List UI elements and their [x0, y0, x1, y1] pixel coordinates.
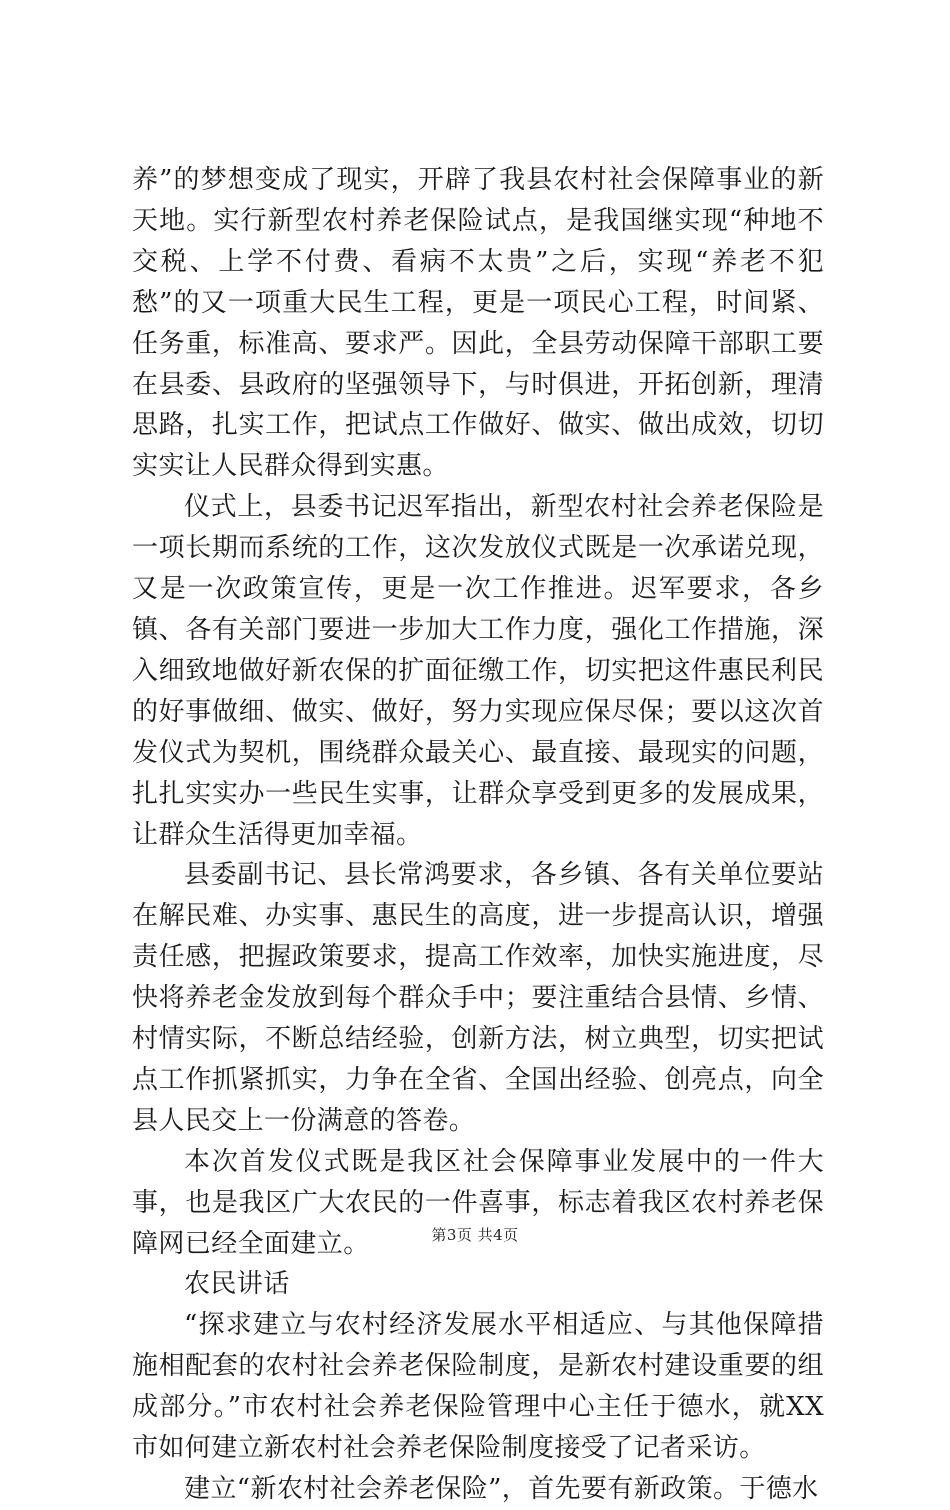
paragraph: 仪式上，县委书记迟军指出，新型农村社会养老保险是一项长期而系统的工作，这次发放仪式既是一次承诺兑现，又是一次政策宣传，更是一次工作推进。迟军要求，各乡镇、各有关部门要进一步加大工作力度，强化工作措施，深入细致地做好新农保的扩面征缴工作，切实把这件惠民利民的好事做细、做实、做好，努力实现应保尽保；要以这次首发仪式为契机，围绕群众最关心、最直接、最现实的问题，扎扎实实办一些民生实事，让群众享受到更多的发展成果，让群众生活得更加幸福。	[132, 492, 824, 850]
section-heading: 农民讲话	[184, 1269, 290, 1300]
paragraph: 县委副书记、县长常鸿要求，各乡镇、各有关单位要站在解民难、办实事、惠民生的高度，进一步提高认识，增强责任感，把握政策要求，提高工作效率，加快实施进度，尽快将养老金发放到每个群众手中；要注重结合县情、乡情、村情实际，不断总结经验，创新方法，树立典型，切实把试点工作抓紧抓实，力争在全省、全国出经验、创亮点，向全县人民交上一份满意的答卷。	[132, 860, 824, 1136]
paragraph: 建立“新农村社会养老保险”，首先要有新政策。于德水	[184, 1474, 819, 1504]
page-number-label: 第3页 共4页	[431, 1226, 519, 1244]
paragraph: “探求建立与农村经济发展水平相适应、与其他保障措施相配套的农村社会养老保险制度，是新农村建设重要的组成部分。”市农村社会养老保险管理中心主任于德水，就XX市如何建立新农村社会养老保险制度接受了记者采访。	[132, 1310, 824, 1464]
page-footer	[0, 1224, 950, 1245]
document-body	[132, 160, 824, 1510]
paragraph-continuation: 养”的梦想变成了现实，开辟了我县农村社会保障事业的新天地。实行新型农村养老保险试点，是我国继实现“种地不交税、上学不付费、看病不太贵”之后，实现“养老不犯愁”的又一项重大民生工程，更是一项民心工程，时间紧、任务重，标准高、要求严。因此，全县劳动保障干部职工要在县委、县政府的坚强领导下，与时俱进，开拓创新，理清思路，扎实工作，把试点工作做好、做实、做出成效，切切实实让人民群众得到实惠。	[132, 165, 824, 482]
paragraph: 本次首发仪式既是我区社会保障事业发展中的一件大事，也是我区广大农民的一件喜事，标志着我区农村养老保障网已经全面建立。	[132, 1146, 824, 1259]
